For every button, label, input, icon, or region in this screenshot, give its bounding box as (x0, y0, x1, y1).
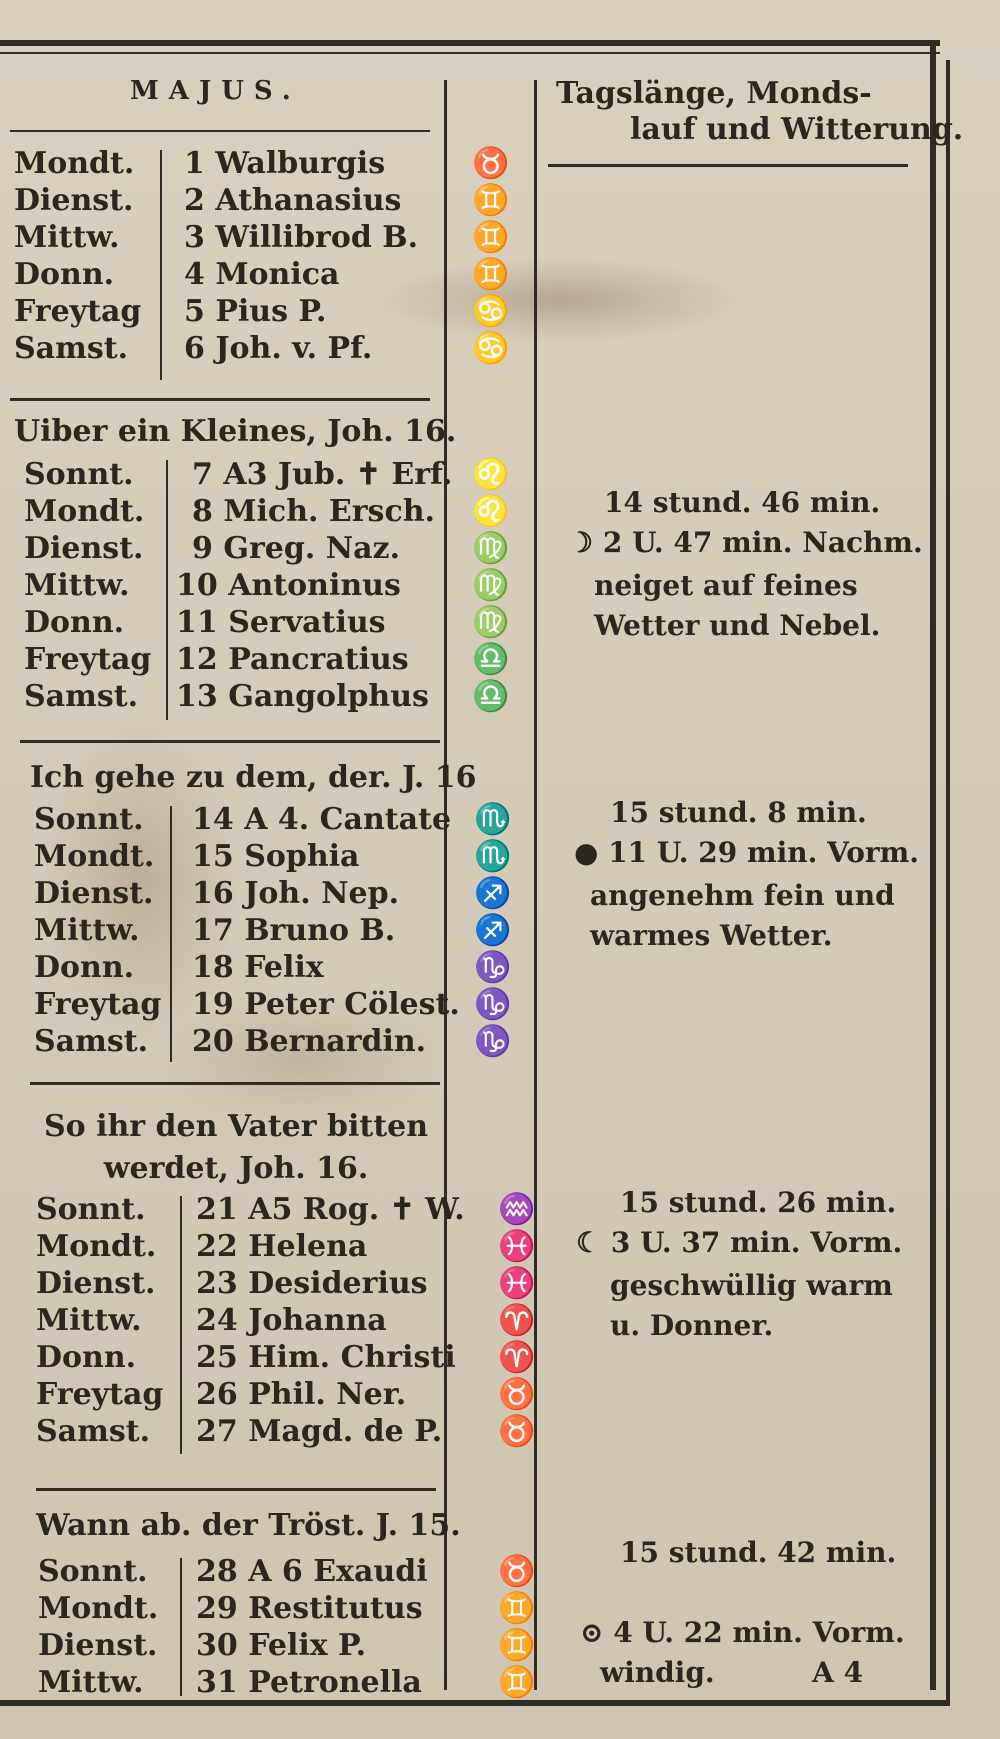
weekday: Mittw. (36, 1303, 142, 1338)
week-rule (20, 740, 440, 743)
header-rule-right (548, 164, 908, 167)
week-rule (30, 1082, 440, 1085)
frame-top-inner (0, 52, 940, 54)
frame-right (930, 40, 936, 1690)
day-entry: 23 Desiderius (196, 1266, 428, 1301)
week-title: Ich gehe zu dem, der. J. 16 (30, 760, 477, 795)
day-entry: 6 Joh. v. Pf. (184, 331, 373, 366)
day-entry: 13 Gangolphus (176, 679, 429, 714)
moon-phase-text: ● 11 U. 29 min. Vorm. (574, 836, 920, 869)
day-entry: 28 A 6 Exaudi (196, 1554, 428, 1589)
day-entry: 9 Greg. Naz. (192, 531, 401, 566)
weekday: Dienst. (14, 183, 134, 218)
day-entry: 31 Petronella (196, 1665, 422, 1700)
zodiac-sign-icon: ♈ (498, 1340, 536, 1375)
zodiac-sign-icon: ♍ (472, 531, 510, 566)
day-column-divider (180, 1196, 182, 1454)
weather-text: windig. A 4 (600, 1656, 864, 1689)
day-entry: 1 Walburgis (184, 146, 386, 181)
zodiac-sign-icon: ♏ (474, 802, 512, 837)
zodiac-sign-icon: ♎ (472, 642, 510, 677)
day-entry: 7 A3 Jub. ✝ Erf. (192, 457, 453, 492)
header-rule-left (10, 130, 430, 132)
column-title-line2: lauf und Witterung. (630, 112, 964, 147)
zodiac-sign-icon: ♎ (472, 679, 510, 714)
column-divider-left (444, 80, 447, 1690)
zodiac-sign-icon: ♓ (498, 1266, 536, 1301)
day-column-divider (160, 150, 162, 380)
day-entry: 10 Antoninus (176, 568, 401, 603)
day-entry: 22 Helena (196, 1229, 368, 1264)
weekday: Freytag (34, 987, 162, 1022)
weekday: Dienst. (34, 876, 154, 911)
moon-phase-text: ☾ 3 U. 37 min. Vorm. (576, 1226, 903, 1259)
zodiac-sign-icon: ♋ (472, 331, 510, 366)
zodiac-sign-icon: ♌ (472, 494, 510, 529)
day-entry: 8 Mich. Ersch. (192, 494, 435, 529)
weekday: Donn. (34, 950, 135, 985)
zodiac-sign-icon: ♍ (472, 568, 510, 603)
weekday: Mondt. (24, 494, 145, 529)
weekday: Dienst. (24, 531, 144, 566)
weekday: Freytag (14, 294, 142, 329)
daylength-text: 15 stund. 42 min. (620, 1536, 897, 1569)
day-entry: 30 Felix P. (196, 1628, 367, 1663)
day-entry: 24 Johanna (196, 1303, 387, 1338)
weekday: Samst. (34, 1024, 149, 1059)
zodiac-sign-icon: ♊ (472, 183, 510, 218)
weekday: Freytag (36, 1377, 164, 1412)
zodiac-sign-icon: ♍ (472, 605, 510, 640)
day-entry: 12 Pancratius (176, 642, 409, 677)
week-rule (10, 398, 430, 401)
weekday: Mittw. (14, 220, 120, 255)
weekday: Donn. (36, 1340, 137, 1375)
month-title: MAJUS. (130, 76, 301, 106)
weekday: Sonnt. (36, 1192, 146, 1227)
daylength-text: 15 stund. 26 min. (620, 1186, 897, 1219)
day-entry: 16 Joh. Nep. (192, 876, 400, 911)
weekday: Mondt. (38, 1591, 159, 1626)
daylength-text: 15 stund. 8 min. (610, 796, 867, 829)
weather-text: angenehm fein und warmes Wetter. (590, 879, 895, 952)
zodiac-sign-icon: ♉ (472, 146, 510, 181)
weather-text: geschwüllig warm u. Donner. (610, 1269, 893, 1342)
weekday: Sonnt. (24, 457, 134, 492)
frame-right-outer (946, 60, 950, 1700)
weekday: Freytag (24, 642, 152, 677)
weekday: Mittw. (38, 1665, 144, 1700)
weekday: Samst. (14, 331, 129, 366)
weekday: Sonnt. (38, 1554, 148, 1589)
moon-phase-text: ☽ 2 U. 47 min. Nachm. (568, 526, 923, 559)
day-entry: 21 A5 Rog. ✝ W. (196, 1192, 465, 1227)
zodiac-sign-icon: ♐ (474, 876, 512, 911)
zodiac-sign-icon: ♊ (498, 1665, 536, 1700)
day-entry: 3 Willibrod B. (184, 220, 419, 255)
day-entry: 5 Pius P. (184, 294, 327, 329)
day-column-divider (166, 460, 168, 720)
zodiac-sign-icon: ♌ (472, 457, 510, 492)
week-title: So ihr den Vater bitten werdet, Joh. 16. (43, 1109, 429, 1186)
day-entry: 29 Restitutus (196, 1591, 423, 1626)
day-entry: 17 Bruno B. (192, 913, 396, 948)
day-entry: 20 Bernardin. (192, 1024, 427, 1059)
week-title: Wann ab. der Tröst. J. 15. (36, 1508, 461, 1543)
week-rule (36, 1488, 436, 1491)
weekday: Mondt. (14, 146, 135, 181)
day-column-divider (170, 806, 172, 1062)
day-entry: 15 Sophia (192, 839, 360, 874)
weekday: Mondt. (36, 1229, 157, 1264)
day-entry: 18 Felix (192, 950, 324, 985)
frame-bottom (0, 1700, 950, 1706)
frame-top (0, 40, 940, 46)
zodiac-sign-icon: ♉ (498, 1414, 536, 1449)
daylength-text: 14 stund. 46 min. (604, 486, 881, 519)
zodiac-sign-icon: ♉ (498, 1377, 536, 1412)
day-entry: 19 Peter Cölest. (192, 987, 460, 1022)
weekday: Mondt. (34, 839, 155, 874)
day-entry: 2 Athanasius (184, 183, 402, 218)
weekday: Samst. (24, 679, 139, 714)
zodiac-sign-icon: ♏ (474, 839, 512, 874)
day-entry: 14 A 4. Cantate (192, 802, 452, 837)
column-title-line1: Tagslänge, Monds- (556, 76, 872, 111)
day-entry: 27 Magd. de P. (196, 1414, 443, 1449)
weekday: Samst. (36, 1414, 151, 1449)
zodiac-sign-icon: ♊ (472, 220, 510, 255)
zodiac-sign-icon: ♊ (498, 1591, 536, 1626)
zodiac-sign-icon: ♑ (474, 987, 512, 1022)
zodiac-sign-icon: ♑ (474, 1024, 512, 1059)
weekday: Dienst. (36, 1266, 156, 1301)
day-column-divider (180, 1558, 182, 1696)
zodiac-sign-icon: ♐ (474, 913, 512, 948)
weekday: Donn. (14, 257, 115, 292)
day-entry: 25 Him. Christi (196, 1340, 456, 1375)
moon-phase-text: ⊙ 4 U. 22 min. Vorm. (580, 1616, 905, 1649)
day-entry: 11 Servatius (176, 605, 386, 640)
weekday: Sonnt. (34, 802, 144, 837)
weather-text: neiget auf feines Wetter und Nebel. (594, 569, 881, 642)
zodiac-sign-icon: ♑ (474, 950, 512, 985)
zodiac-sign-icon: ♉ (498, 1554, 536, 1589)
zodiac-sign-icon: ♓ (498, 1229, 536, 1264)
weekday: Donn. (24, 605, 125, 640)
zodiac-sign-icon: ♋ (472, 294, 510, 329)
weekday: Dienst. (38, 1628, 158, 1663)
zodiac-sign-icon: ♊ (472, 257, 510, 292)
zodiac-sign-icon: ♈ (498, 1303, 536, 1338)
zodiac-sign-icon: ♒ (498, 1192, 536, 1227)
week-title: Uiber ein Kleines, Joh. 16. (14, 414, 457, 449)
weekday: Mittw. (24, 568, 130, 603)
day-entry: 26 Phil. Ner. (196, 1377, 407, 1412)
zodiac-sign-icon: ♊ (498, 1628, 536, 1663)
day-entry: 4 Monica (184, 257, 340, 292)
weekday: Mittw. (34, 913, 140, 948)
